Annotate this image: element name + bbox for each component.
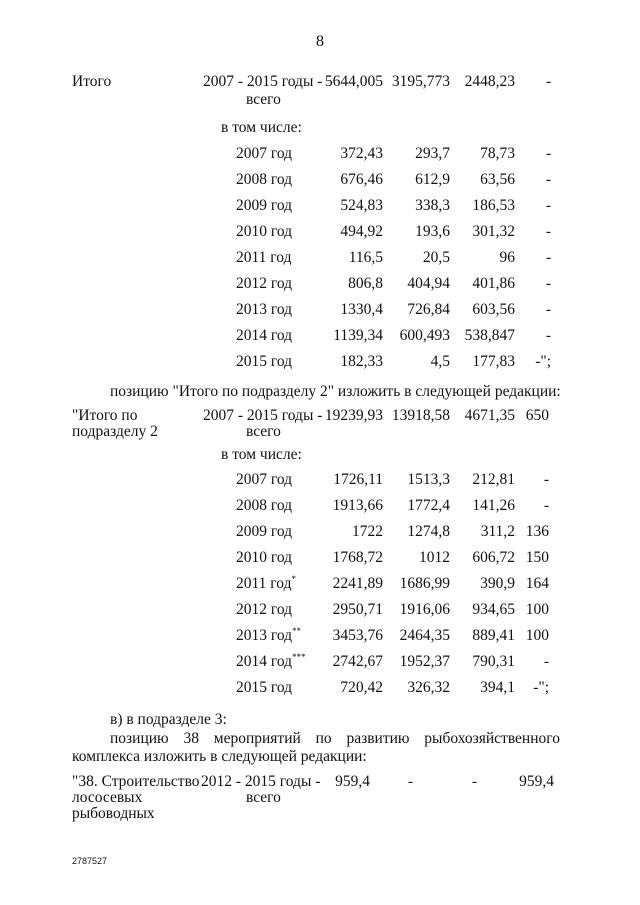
- value-all: 2742,67: [332, 653, 383, 670]
- year-text: 2007 год: [236, 145, 293, 162]
- section2-label-line2: подразделу 2: [72, 423, 158, 440]
- section2-total-all: 19239,93: [324, 407, 383, 424]
- value-other: 150: [525, 549, 549, 566]
- value-regional: 186,53: [472, 197, 515, 214]
- value-regional: 889,41: [472, 627, 515, 644]
- value-federal: 1686,99: [399, 575, 450, 592]
- value-other: -: [543, 653, 549, 670]
- year-label: [236, 679, 292, 696]
- year-label: [236, 653, 306, 670]
- year-text: 2013 год: [236, 627, 293, 644]
- section3-value-federal: -: [407, 773, 413, 790]
- year-label: [236, 497, 292, 514]
- section3-value-other: 959,4: [519, 773, 554, 790]
- value-federal: 1772,4: [407, 497, 450, 514]
- value-other: 164: [525, 575, 549, 592]
- footnote-marker: *: [291, 574, 296, 584]
- section3-period: 2012 - 2015 годы -: [201, 773, 321, 790]
- value-all: 3453,76: [332, 627, 383, 644]
- section3-label-line3: рыбоводных: [72, 805, 155, 822]
- year-text: 2014 год: [236, 653, 293, 670]
- value-federal: 293,7: [415, 145, 450, 162]
- section3-period-sub: всего: [246, 789, 281, 806]
- year-text: 2009 год: [236, 197, 293, 214]
- value-other: 100: [525, 627, 549, 644]
- section3-value-all: 959,4: [335, 773, 370, 790]
- year-label: [236, 249, 291, 266]
- value-federal: 4,5: [430, 353, 450, 370]
- value-regional: 177,83: [472, 353, 515, 370]
- value-federal: 600,493: [399, 327, 450, 344]
- section2-label-line1: "Итого по: [72, 407, 138, 424]
- section1-total-regional: 2448,23: [464, 73, 515, 90]
- value-federal: 1274,8: [407, 523, 450, 540]
- value-other: -: [545, 301, 551, 318]
- value-other: -: [545, 145, 551, 162]
- section2-period-sub: всего: [246, 423, 281, 440]
- value-all: 372,43: [340, 145, 383, 162]
- section1-period: 2007 - 2015 годы -: [203, 73, 323, 90]
- value-all: 1139,34: [333, 327, 383, 344]
- section1-total-other: -: [545, 73, 551, 90]
- section3-label-line1: "38. Строительство: [72, 773, 200, 790]
- value-other: -: [543, 471, 549, 488]
- value-regional: 394,1: [480, 679, 515, 696]
- section1-incl: в том числе:: [221, 119, 302, 136]
- value-all: 2241,89: [332, 575, 383, 592]
- value-federal: 1513,3: [407, 471, 450, 488]
- value-all: 1768,72: [332, 549, 383, 566]
- value-all: 182,33: [340, 353, 383, 370]
- value-federal: 2464,35: [399, 627, 450, 644]
- value-other: -: [545, 171, 551, 188]
- section1-total-federal: 3195,773: [391, 73, 450, 90]
- value-federal: 612,9: [415, 171, 450, 188]
- value-other: -: [545, 327, 551, 344]
- year-label: [236, 171, 292, 188]
- footer-code: 2787527: [72, 856, 108, 866]
- year-text: 2012 год: [236, 275, 293, 292]
- value-all: 2950,71: [332, 601, 383, 618]
- value-federal: 20,5: [422, 249, 450, 266]
- value-regional: 141,26: [472, 497, 515, 514]
- year-text: 2007 год: [236, 471, 293, 488]
- year-text: 2015 год: [236, 353, 293, 370]
- value-all: 494,92: [340, 223, 383, 240]
- value-all: 1913,66: [332, 497, 383, 514]
- value-federal: 338,3: [415, 197, 450, 214]
- value-federal: 1012: [419, 549, 450, 566]
- word: развитию: [346, 730, 410, 747]
- value-other: -";: [533, 679, 549, 696]
- year-label: [236, 145, 292, 162]
- year-label: [236, 327, 292, 344]
- value-regional: 390,9: [480, 575, 515, 592]
- section1-total-all: 5644,005: [324, 73, 383, 90]
- value-regional: 212,81: [472, 471, 515, 488]
- footnote-marker: ***: [292, 652, 306, 662]
- year-text: 2008 год: [236, 171, 293, 188]
- value-all: 720,42: [340, 679, 383, 696]
- value-regional: 401,86: [472, 275, 515, 292]
- value-regional: 78,73: [480, 145, 515, 162]
- value-all: 1330,4: [340, 301, 383, 318]
- year-text: 2014 год: [236, 327, 293, 344]
- word: 38: [183, 730, 199, 747]
- value-regional: 63,56: [480, 171, 515, 188]
- section1-label: Итого: [72, 73, 112, 90]
- instruction-item-38-line1: [110, 730, 560, 747]
- section2-total-federal: 13918,58: [391, 407, 450, 424]
- value-other: 100: [525, 601, 549, 618]
- year-label: [236, 601, 292, 618]
- year-text: 2009 год: [236, 523, 293, 540]
- section2-period: 2007 - 2015 годы -: [203, 407, 323, 424]
- year-label: [236, 275, 292, 292]
- word: мероприятий: [213, 730, 301, 747]
- value-other: -: [543, 497, 549, 514]
- page-number: 8: [316, 33, 324, 50]
- word: позицию: [110, 730, 169, 747]
- year-label: [236, 301, 292, 318]
- section3-value-regional: -: [471, 773, 477, 790]
- year-label: [236, 575, 296, 592]
- value-federal: 1952,37: [399, 653, 450, 670]
- value-federal: 404,94: [407, 275, 450, 292]
- value-all: 676,46: [340, 171, 383, 188]
- value-federal: 726,84: [407, 301, 450, 318]
- year-label: [236, 523, 292, 540]
- value-other: -: [545, 197, 551, 214]
- word: по: [315, 730, 332, 747]
- value-all: 1722: [352, 523, 383, 540]
- value-federal: 1916,06: [399, 601, 450, 618]
- value-regional: 603,56: [472, 301, 515, 318]
- value-federal: 193,6: [415, 223, 450, 240]
- year-text: 2013 год: [236, 301, 293, 318]
- value-regional: 934,65: [472, 601, 515, 618]
- section1-period-sub: всего: [246, 91, 281, 108]
- value-other: -: [545, 275, 551, 292]
- value-other: 136: [525, 523, 549, 540]
- year-label: [236, 353, 292, 370]
- year-text: 2010 год: [236, 223, 293, 240]
- value-all: 524,83: [340, 197, 383, 214]
- value-regional: 96: [499, 249, 515, 266]
- section2-incl: в том числе:: [221, 446, 302, 463]
- value-other: -: [545, 223, 551, 240]
- year-label: [236, 627, 301, 644]
- year-label: [236, 471, 292, 488]
- year-label: [236, 223, 292, 240]
- year-text: 2011 год: [236, 249, 292, 266]
- footnote-marker: **: [292, 626, 302, 636]
- year-text: 2015 год: [236, 679, 293, 696]
- value-regional: 311,2: [480, 523, 515, 540]
- year-text: 2012 год: [236, 601, 293, 618]
- value-regional: 606,72: [472, 549, 515, 566]
- year-text: 2011 год: [236, 575, 292, 592]
- value-regional: 538,847: [464, 327, 515, 344]
- value-other: -";: [535, 353, 551, 370]
- section2-total-other: 650: [525, 407, 549, 424]
- instruction-subtotal-2: позицию "Итого по подразделу 2" изложить в следующей редакции:: [110, 383, 561, 400]
- section2-total-regional: 4671,35: [464, 407, 515, 424]
- section3-label-line2: лососевых: [72, 789, 143, 806]
- value-all: 1726,11: [333, 471, 383, 488]
- subsection3-heading: в) в подразделе 3:: [110, 711, 227, 728]
- year-label: [236, 197, 292, 214]
- year-text: 2010 год: [236, 549, 293, 566]
- word: рыбохозяйственного: [424, 730, 560, 747]
- value-all: 116,5: [348, 249, 383, 266]
- instruction-item-38-line2: комплекса изложить в следующей редакции:: [72, 748, 367, 765]
- value-other: -: [545, 249, 551, 266]
- year-label: [236, 549, 292, 566]
- value-regional: 301,32: [472, 223, 515, 240]
- value-regional: 790,31: [472, 653, 515, 670]
- value-federal: 326,32: [407, 679, 450, 696]
- value-all: 806,8: [348, 275, 383, 292]
- year-text: 2008 год: [236, 497, 293, 514]
